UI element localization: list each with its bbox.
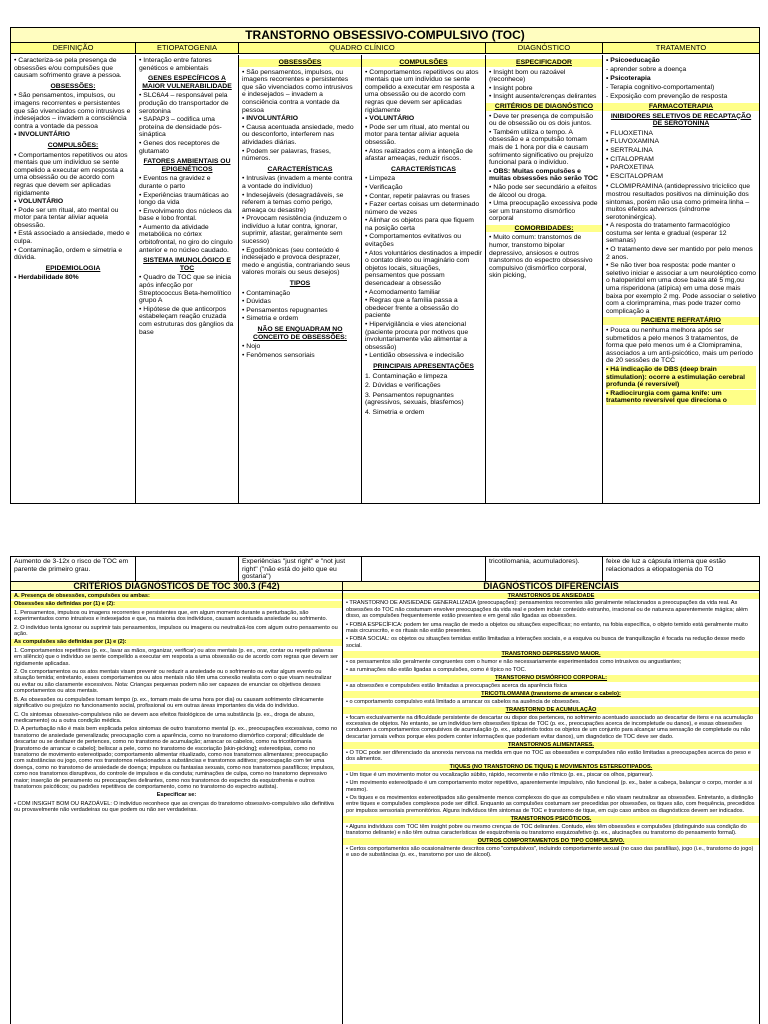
obsession-text: • Causa acentuada ansiedade, medo ou desconforto, interferem nas atividades diárias.	[242, 124, 358, 147]
criterion-heading: A. Presença de obsessões, compulsões ou ambas:	[11, 593, 342, 599]
differential-text: • TRANSTORNO DE ANSIEDADE GENERALIZADA (preocupações): pensamentos recorrentes são geralmente relacionados a preocupações da vida real. As obsessões do TOC não costumam envolver preocupações da vida real e podem incluir conteúdo estranho, irracional ou de natureza aparentemente mágica; além disso, as compulsões frequentemente estão presentes e em geral são ligadas as obsessões.	[346, 600, 748, 620]
characteristic-item: • Hipervigilância e vies atencional (paciente procura por motivos que involuntariamente vão alimentar a obsessão)	[365, 321, 482, 351]
document-title: TRANSTORNO OBSESSIVO-COMPULSIVO (TOC)	[11, 28, 759, 43]
differential-text: • FOBIA SOCIAL: os objetos ou situações temidas estão limitadas a interações sociais, e a esquiva ou busca de tranquilização é focada na redução desse medo social.	[346, 636, 745, 649]
factor-item: • Experiências traumáticas ao longo da vida	[139, 192, 235, 207]
differential-heading: OUTROS COMPORTAMENTOS DO TIPO COMPULSIVO.	[343, 838, 759, 844]
continuation-cell: tricotilomania, acumuladores).	[486, 557, 603, 581]
treatment-text: • CLOMIPRAMINA (antidepressivo tricíclico que mostrou resultados positivos na diminuição dos sintomas, porém não usa como primeira linha – muitos efeitos adversos (síndrome serotoninérgica).	[606, 183, 756, 221]
differential-heading: TRANSTORNOS ALIMENTARES.	[343, 742, 759, 748]
treatment-text: • A resposta do tratamento farmacológico costuma ser lenta e gradual (esperar 12 semanas)	[606, 222, 756, 245]
gene-item: • Genes dos receptores de glutamato	[139, 140, 235, 155]
criterion-heading: As compulsões são definidas por (1) e (2):	[11, 639, 342, 645]
treatment-item: - Terapia cognitivo-comportamental)	[606, 83, 715, 91]
anxiety-text: • Está associado a ansiedade, medo e culpa.	[14, 230, 132, 245]
not-obsession-item: • Fenômenos sensoriais	[242, 352, 358, 360]
subheader-comorbidades: COMORBIDADES:	[486, 225, 602, 233]
immune-item: • Quadro de TOC que se inicia após infecção por Streptococcus Beta-hemolítico grupo A	[139, 274, 235, 304]
differential-heading: TIQUES (NO TRANSTORNO DE TIQUE) E MOVIMENTOS ESTEREOTIPADOS.	[343, 764, 759, 770]
type-item: • Simetria e ordem	[242, 315, 358, 323]
differential-text: • Os tiques e os movimentos estereotipados são geralmente menos complexos do que as compulsões e não visam neutralizar as obsessões. Entretanto, a distinção entre tiques e compulsões complexos pode ser difícil. Enquanto as compulsões costumam ser precedidas por obsessões, os tiques são, com frequência, precedidos por impulsos sensoriais premonitórios. Alguns indivíduos têm sintomas de TOC e transtorno de tique, em cujo caso ambos os diagnósticos devem ser indicados.	[346, 794, 755, 814]
section-heading: EPIDEMIOLOGIA	[45, 264, 101, 272]
col-header-definicao: DEFINIÇÃO	[11, 43, 136, 54]
differential-text: • as ruminações não estão ligadas a compulsões, como é típico no TOC.	[346, 667, 527, 674]
col-compulsoes	[362, 55, 486, 503]
differential-heading: TRANSTORNO DEPRESSIVO MAIOR.	[343, 651, 759, 657]
differential-text: • Certos comportamentos são ocasionalmente descritos como "compulsivos", incluindo comportamento sexual (no caso das parafilias), jogo (i.e., transtorno do jogo) e uso de substâncias (p. ex., transtorno por uso de álcool).	[346, 845, 754, 859]
obsession-text: • Podem ser palavras, frases, números.	[242, 148, 358, 163]
differential-heading: TRANSTORNO DISMÓRFICO CORPORAL:	[343, 675, 759, 681]
section-heading: TIPOS	[289, 280, 311, 288]
differential-text: • Alguns indivíduos com TOC têm insight pobre ou mesmo crenças de TOC delirantes. Contudo, eles têm obsessões e compulsões (distinguindo sua condição do transtorno delirante) e não têm outras características de esquizofrenia ou transtorno esquizoafetivo (p. ex., alucinações ou transtorno do pensamento formal).	[346, 823, 747, 836]
characteristic-item: • Comportamentos evitativos ou evitações	[365, 233, 482, 248]
drug-item: • FLUOXETINA	[606, 130, 756, 138]
subheader-refratario: PACIENTE REFRATÁRIO	[603, 317, 759, 325]
criterion-text: 1. Pensamentos, impulsos ou imagens recorrentes e persistentes que, em algum momento durante a perturbação, são experimentados como intrusivos e indesejados e que, na maioria dos indivíduos, causam acentuada ansiedade ou sofrimento.	[14, 609, 328, 623]
compulsion-text: • VOLUNTÁRIO	[365, 115, 482, 123]
characteristic-item: • Verificação	[365, 184, 482, 192]
characteristic-item: • Indesejáveis (desagradáveis, se referem a temas como perigo, ameaça ou desastre)	[242, 192, 358, 215]
subheader-criterios: CRITÉRIOS DE DIAGNÓSTICO	[486, 103, 602, 111]
col-header-etiopatogenia: ETIOPATOGENIA	[136, 43, 239, 54]
presentation-item: 1. Contaminação e limpeza	[365, 372, 448, 380]
treatment-item: - aprender sobre a doença	[606, 65, 687, 73]
characteristic-item: • Regras que a família passa a obedecer frente a obsessão do paciente	[365, 297, 482, 320]
characteristic-item: • Acomodamento familiar	[365, 289, 482, 297]
criterion-text: D. A perturbação não é mais bem explicada pelos sintomas de outro transtorno mental (p. ex., preocupações excessivas, como no transtorno de ansiedade generalizada; preocupação com a aparência, como no transtorno dismórfico corporal; dificuldade de descartar ou se desfazer de pertences, como no transtorno de acumulação; arrancar os cabelos, como na tricotilomania [transtorno de arrancar o cabelo]; beliscar a pele, como no transtorno de escoriação [skin-picking]; estereotipias, como no transtorno de movimento estereotipado; comportamento alimentar ritualizado, como nos transtornos alimentares; preocupação com substâncias ou jogo, como nos transtornos relacionados a substâncias e transtornos aditivos; preocupação com ter uma doença, como no transtorno de ansiedade de doença; impulsos ou fantasias sexuais, como nos transtornos parafílicos; impulsos, como nos transtornos disruptivos, do controle de impulsos e da conduta; ruminações de culpa, como no transtorno depressivo maior; inserção de pensamento ou preocupações delirantes, como nos transtornos do espectro da esquizofrenia e outros transtornos psicóticos; ou padrões repetitivos de comportamento, como no transtorno do espectro autista).	[14, 726, 338, 790]
differential-heading: TRANSTORNOS DE ANSIEDADE	[343, 593, 759, 599]
characteristic-item: • Contar, repetir palavras ou frases	[365, 193, 482, 201]
involuntary-text: • INVOLUNTÁRIO	[14, 131, 132, 139]
compulsion-text: • Pode ser um ritual, ato mental ou motor para tentar aliviar aquela obsessão.	[365, 124, 482, 147]
criterion-text: C. Os sintomas obsessivo-compulsivos não se devem aos efeitos fisiológicos de uma substância (p. ex., droga de abuso, medicamento) ou a outra condição médica.	[14, 711, 315, 724]
section-heading: CARACTERÍSTICAS	[391, 165, 456, 173]
treatment-item: • Psicoeducação	[606, 57, 756, 65]
drug-item: • FLUVOXAMINA	[606, 138, 756, 146]
presentation-item: 3. Pensamentos repugnantes (agressivos, sexuais, blasfemos)	[365, 391, 464, 407]
section-heading: COMPULSÕES:	[47, 141, 99, 149]
criteria-column	[11, 590, 343, 1024]
differential-text: • O TOC pode ser diferenciado da anorexia nervosa na medida em que no TOC as obsessões e compulsões não estão limitadas a preocupações acerca do peso e dos alimentos.	[346, 749, 751, 762]
continuation-cell	[136, 557, 239, 581]
specifier-item: • Insight ausente/crenças delirantes	[489, 93, 599, 101]
section-heading: CARACTERÍSTICAS	[267, 165, 333, 173]
treatment-item: • Psicoterapia	[606, 75, 756, 83]
treatment-text: • Se não tiver boa resposta: pode manter o seletivo iniciar e associar a um neuroléptico como o haloperidol em uma dose baixa até 5 mg,ou uma risperidona (atípica) em uma dose mais baixa por exemplo 2 mg. Pode associar o seletivo com a clorimpramina, mas pode trazer como complicação a	[606, 262, 756, 315]
section-heading: FATORES AMBIENTAIS OU EPIGENÉTICOS	[143, 158, 231, 173]
toc-criteria-sheet	[10, 556, 760, 1024]
treatment-text: • O tratamento deve ser mantido por pelo menos 2 anos.	[606, 246, 756, 261]
section-heading: PRINCIPAIS APRESENTAÇÕES	[373, 362, 474, 370]
differential-column	[343, 590, 759, 1024]
continuation-cell: feixe de luz a cápsula interna que estão relacionados a etiopatogenia do TO	[606, 558, 726, 573]
differential-text: • as obsessões e compulsões estão limitadas a preocupações acerca da aparência física	[346, 682, 567, 689]
specifier-item: • Insight bom ou razoável (reconhece)	[489, 69, 599, 84]
not-obsession-item: • Nojo	[242, 343, 358, 351]
characteristic-item: • Fazer certas coisas um determinado número de vezes	[365, 201, 482, 216]
characteristic-item: • Provocam resistência (induzem o indivíduo a lutar contra, ignorar, suprimir, afastar, geralmente sem sucesso)	[242, 215, 358, 245]
subheader-compulsoes: COMPULSÕES	[362, 59, 485, 67]
gene-item: • SLC6A4 – responsável pela produção do transportador de serotonina	[139, 92, 235, 115]
type-item: • Pensamentos repugnantes	[242, 307, 358, 315]
differential-text: • Um movimento estereotipado é um comportamento motor repetitivo, aparentemente impulsivo, não funcional (p. ex., bater a cabeça, balançar o corpo, morder a si mesmo).	[346, 780, 753, 793]
differential-text: • o comportamento compulsivo está limitado a arrancar os cabelos na ausência de obsessões.	[346, 698, 581, 705]
toc-summary-table	[10, 27, 760, 504]
differential-text: • Um tique é um movimento motor ou vocalização súbito, rápido, recorrente e não rítmico (p. ex., piscar os olhos, pigarrear).	[346, 771, 654, 778]
continuation-row	[11, 557, 759, 582]
drug-item: • SERTRALINA	[606, 147, 756, 155]
refractory-item: • Radiocirurgia com gama knife: um tratamento reversível que direciona o	[606, 390, 756, 405]
differential-text: • os pensamentos são geralmente congruentes com o humor e não necessariamente experimentados como intrusivos ou angustiantes;	[346, 658, 682, 665]
comorbidity-item: • Muito comum: transtornos de humor, transtorno bipolar depressivo, ansiosos e outros transtornos do espectro obsessivo compulsivo (dismórfico corporal, skin picking,	[489, 234, 599, 280]
gene-item: • SAPAP3 – codifica uma proteína de densidade pós-sináptica	[139, 116, 235, 139]
criterion-text: 1. Comportamentos repetitivos (p. ex., lavar as mãos, organizar, verificar) ou atos mentais (p. ex., orar, contar ou repetir palavras em silêncio) que o indivíduo se sente compelido a executar em resposta a uma obsessão ou de acordo com regras que devem ser rigidamente aplicadas.	[14, 647, 338, 667]
ritual-text: • Pode ser um ritual, ato mental ou motor para tentar aliviar aquela obsessão.	[14, 207, 132, 230]
section-heading: SISTEMA IMUNOLÓGICO E TOC	[143, 257, 231, 272]
specify-heading: Especificar se:	[156, 792, 197, 799]
drug-item: • CITALOPRAM	[606, 156, 756, 164]
compulsion-text: • Atos realizados com a intenção de afastar ameaças, reduzir riscos.	[365, 148, 482, 163]
presentation-item: 4. Simetria e ordem	[365, 408, 425, 416]
differential-title: DIAGNÓSTICOS DIFERENCIAIS	[343, 582, 759, 591]
continuation-cell	[362, 557, 486, 581]
characteristic-item: • Intrusivas (invadem a mente contra a vontade do indivíduo)	[242, 175, 358, 190]
presentation-item: 2. Dúvidas e verificações	[365, 382, 441, 390]
type-item: • Dúvidas	[242, 298, 358, 306]
criterion-text: 2. O indivíduo tenta ignorar ou suprimir tais pensamentos, impulsos ou imagens ou neutralizá-los com algum outro pensamento ou ação.	[14, 624, 338, 638]
differential-text: • FOBIA ESPECÍFICA: podem ter uma reação de medo a objetos ou situações específicas; no entanto, na fobia específica, o objeto temido está geralmente muito mais circunscrito, e os rituais não estão presentes.	[346, 621, 748, 635]
contamination-text: • Contaminação, ordem e simetria e dúvida.	[14, 247, 132, 262]
criteria-item: • Deve ter presença de compulsão ou de obsessão ou os dois juntos.	[489, 113, 599, 128]
treatment-item: - Exposição com prevenção de resposta	[606, 93, 728, 101]
definition-text: • Caracteriza-se pela presença de obsessões e/ou compulsões que causam sofrimento grave a pessoa.	[14, 57, 132, 80]
etiology-text: • Interação entre fatores genéticos e ambientais	[139, 57, 235, 72]
col-diagnostico	[486, 55, 603, 503]
criterion-text: • COM INSIGHT BOM OU RAZOÁVEL: O indivíduo reconhece que as crenças do transtorno obsessivo-compulsivo são definitiva ou provavelmente não verdadeiras ou que podem ou não ser verdadeiras.	[14, 800, 334, 814]
section-heading: OBSESSÕES:	[50, 82, 96, 90]
characteristic-item: • Egodistônicas (seu conteúdo é indesejado e provoca desprazer, medo e angústia, contrariando seus valores morais ou seus desejos)	[242, 247, 358, 277]
subheader-farmacoterapia: FARMACOTERAPIA	[603, 103, 759, 111]
compulsion-text: • Comportamentos repetitivos ou atos mentais que um indivíduo se sente compelido a executar em resposta a uma obsessão ou de acordo com regras que devem ser aplicadas rigidamente	[365, 69, 482, 115]
characteristic-item: • Alinhar os objetos para que fiquem na posição certa	[365, 217, 482, 232]
col-etiopatogenia	[136, 55, 239, 503]
criteria-item: • Também utiliza o tempo. A obsessão e a compulsão tomam mais de 1 hora por dia e causam sofrimento significativo ou prejuízo funcional para o indivíduo.	[489, 129, 599, 167]
obsession-text: • INVOLUNTÁRIO	[242, 115, 358, 123]
type-item: • Contaminação	[242, 290, 358, 298]
factor-item: • Envolvimento dos núcleos da base e lobo frontal.	[139, 208, 235, 223]
ssri-heading: INIBIDORES SELETIVOS DE RECAPTAÇÃO DE SEROTONINA	[610, 112, 752, 128]
col-header-tratamento: TRATAMENTO	[603, 43, 759, 54]
continuation-cell: Aumento de 3-12x o risco de TOC em parente de primeiro grau.	[11, 557, 136, 581]
criterion-heading: Obsessões são definidas por (1) e (2):	[11, 601, 342, 607]
criteria-item: • OBS: Muitas compulsões e muitas obsessões não serão TOC	[489, 168, 599, 183]
immune-item: • Hipótese de que anticorpos estabeleçam reação cruzada com estruturas dos gânglios da base	[139, 306, 235, 336]
refractory-item: • Pouca ou nenhuma melhora após ser submetidos a pelo menos 3 tratamentos, de forma que pelo menos um é a Clomipramina, associados a um anti-psicótico, mais um período de 20 sessões de TCC	[606, 327, 756, 365]
col-obsessoes	[239, 55, 362, 503]
col-definicao	[11, 55, 136, 503]
characteristic-item: • Lentidão obsessiva e indecisão	[365, 352, 482, 360]
characteristic-item: • Atos voluntários destinados a impedir o contato direto ou imaginário com objetos locais, situações, pensamentos que possam desencadear a obsessão	[365, 250, 482, 288]
factor-item: • Eventos na gravidez e durante o parto	[139, 175, 235, 190]
differential-heading: TRANSTORNO DE ACUMULAÇÃO	[343, 707, 759, 713]
section-heading: NÃO SE ENQUADRAM NO CONCEITO DE OBSESSÕES:	[253, 326, 347, 341]
differential-text: • focam exclusivamente na dificuldade persistente de descartar ou dispor dos pertences, no sofrimento acentuado associado ao descartar de itens e na acumulação excessiva de objetos. No entanto, se um indivíduo tem obsessões típicas de TOC (p. ex., preocupações acerca de incompletude ou danos), e essas obsessões conduzem a comportamentos compulsivos de acumulação (p. ex., adquirindo todos os objetos de um conjunto para alcançar uma sensação de completude ou não descartar jornais velhos porque eles podem conter informações que poderiam evitar danos), um diagnóstico de TOC deve ser dado.	[346, 714, 754, 740]
subheader-obsessoes: OBSESSÕES	[239, 59, 361, 67]
criterion-text: 2. Os comportamentos ou os atos mentais visam prevenir ou reduzir a ansiedade ou o sofrimento ou evitar algum evento ou situação temida; entretanto, esses comportamentos ou atos mentais não têm uma conexão realista com o que visam neutralizar ou evitar ou são claramente excessivos. Nota: Crianças pequenas podem não ser capazes de enunciar os objetivos desses comportamentos ou atos mentais.	[14, 669, 332, 695]
col-header-quadro-clinico: QUADRO CLÍNICO	[239, 43, 486, 54]
specifier-item: • Insight pobre	[489, 85, 599, 93]
obsession-text: • São pensamentos, impulsos, ou imagens recorrentes e persistentes que são vivenciados como intrusivos e indesejados – invadem a consciência contra a vontade da pessoa	[242, 69, 358, 115]
refractory-item: • Há indicação de DBS (deep brain stimulation): ocorre a estimulação cerebral profunda (é reversível)	[606, 366, 756, 389]
voluntary-text: • VOLUNTÁRIO	[14, 198, 132, 206]
subheader-especificador: ESPECIFICADOR	[486, 59, 602, 67]
col-tratamento	[603, 55, 759, 503]
criterion-text: B. As obsessões ou compulsões tomam tempo (p. ex., tomam mais de uma hora por dia) ou causam sofrimento clinicamente significativo ou prejuízo no funcionamento social, profissional ou em outras áreas importantes da vida do indivíduo.	[14, 696, 324, 710]
drug-item: • PAROXETINA	[606, 164, 756, 172]
col-header-diagnostico: DIAGNÓSTICO	[486, 43, 603, 54]
continuation-cell: Experiências "just right" e "not just right" ("não está do jeito que eu gostaria")	[239, 557, 362, 581]
differential-heading: TRICOTILOMANIA (transtorno de arrancar o cabelo):	[343, 691, 759, 697]
criteria-title: CRITÉRIOS DIAGNÓSTICOS DE TOC 300.3 (F42)	[11, 582, 343, 591]
obsessions-text: • São pensamentos, impulsos, ou imagens recorrentes e persistentes que são vivenciados como intrusivos e indesejados – invadem a consciência contra a vontade da pessoa	[14, 92, 132, 130]
characteristic-item: • Limpeza	[365, 175, 482, 183]
heritability-text: • Herdabilidade 80%	[14, 274, 132, 282]
differential-heading: TRANSTORNOS PSICÓTICOS.	[343, 816, 759, 822]
factor-item: • Aumento da atividade metabólica no córtex orbitofrontal, no giro do cíngulo anterior e no núcleo caudado.	[139, 224, 235, 254]
criteria-item: • Não pode ser secundário a efeitos de álcool ou droga.	[489, 184, 599, 199]
criteria-item: • Uma preocupação excessiva pode ser um transtorno dismórfico corporal	[489, 200, 599, 223]
section-heading: GENES ESPECÍFICOS A MAIOR VULNERABILIDADE	[142, 75, 232, 90]
compulsions-text: • Comportamentos repetitivos ou atos mentais que um indivíduo se sente compelido a executar em resposta a uma obsessão ou de acordo com regras que devem ser aplicadas rigidamente	[14, 152, 132, 198]
drug-item: • ESCITALOPRAM	[606, 173, 756, 181]
